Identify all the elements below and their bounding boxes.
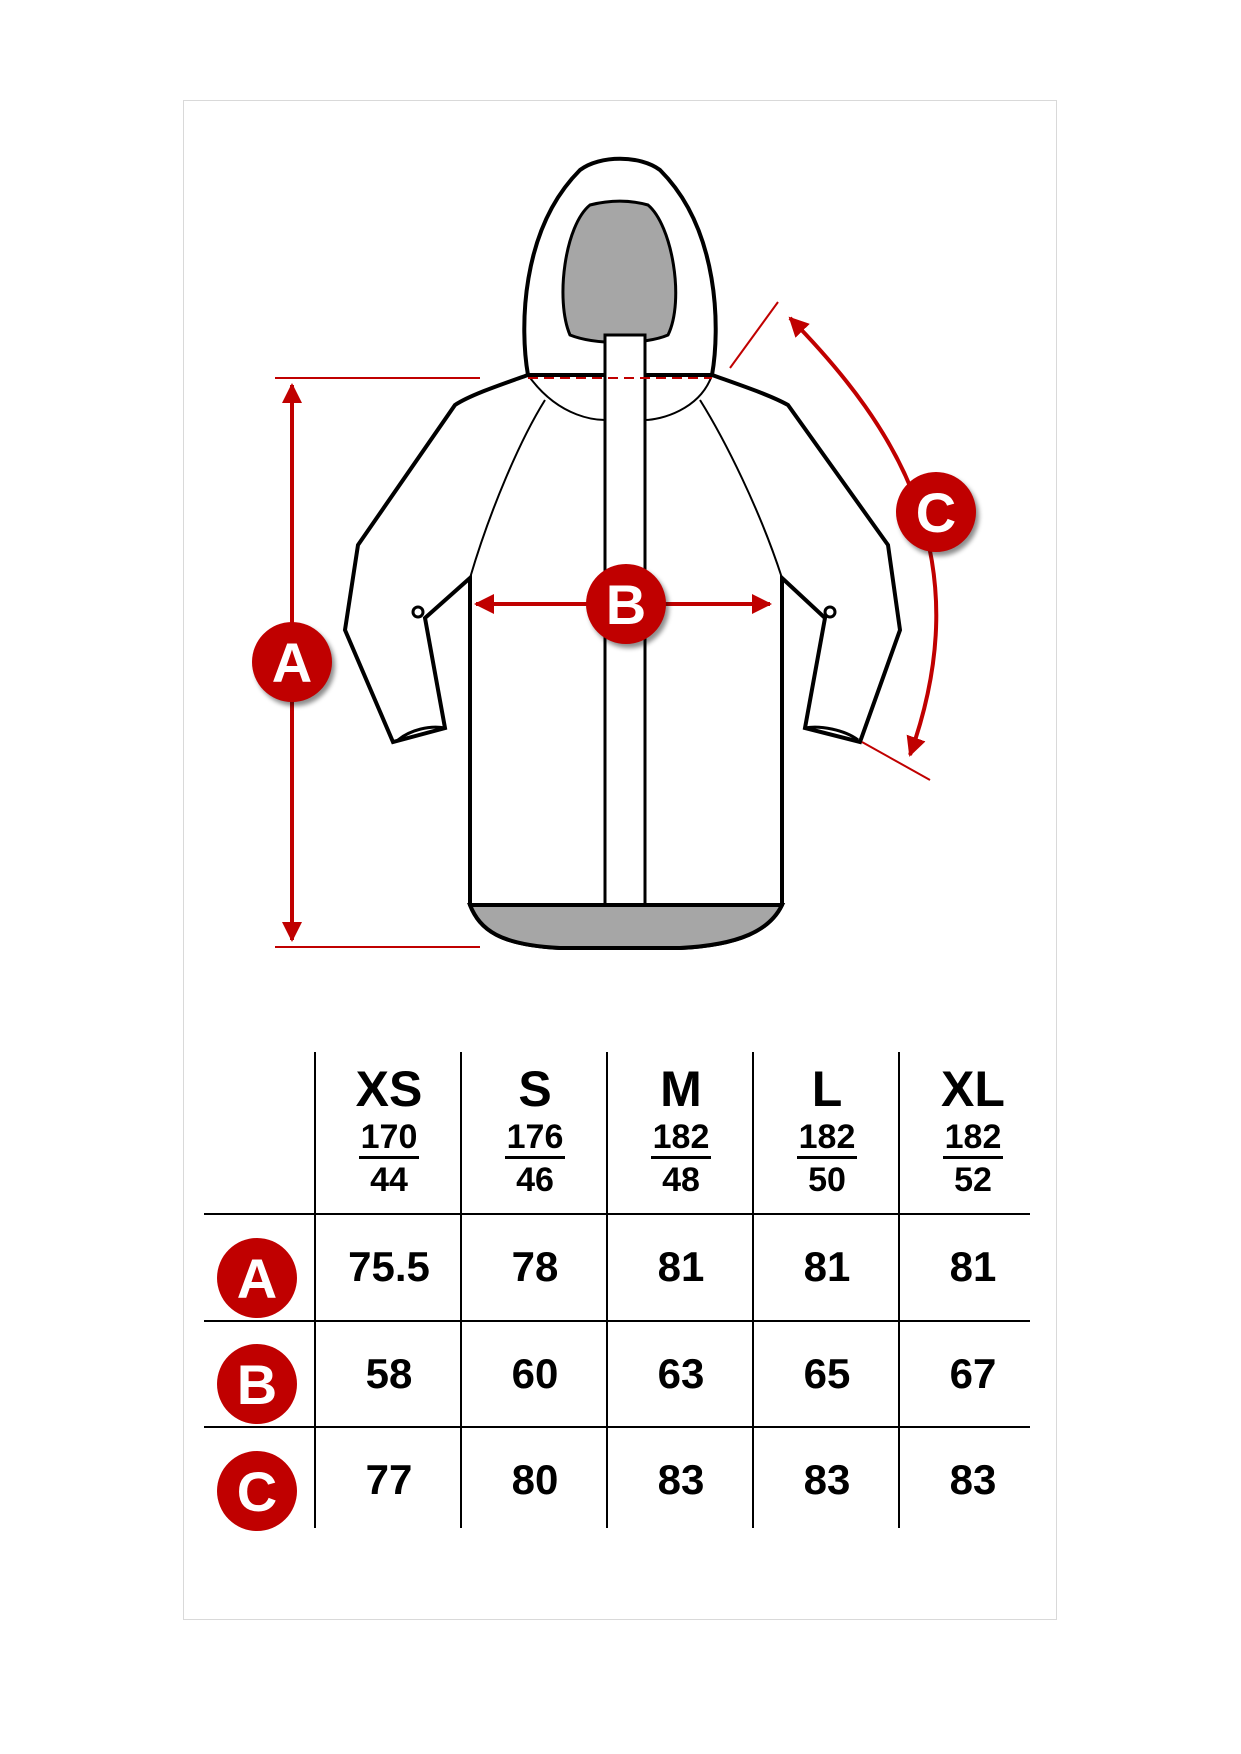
badge-b-diagram: B bbox=[586, 564, 666, 644]
table-cell: 83 bbox=[803, 1456, 851, 1503]
table-cell: 83 bbox=[657, 1456, 705, 1503]
size-label: L bbox=[811, 1061, 843, 1117]
size-label: S bbox=[518, 1061, 552, 1117]
size-label: M bbox=[660, 1061, 702, 1117]
column-header-m bbox=[608, 1062, 754, 1201]
height-value: 182 bbox=[651, 1118, 712, 1159]
chest-value: 46 bbox=[516, 1161, 554, 1199]
chest-value: 48 bbox=[662, 1161, 700, 1199]
chest-value: 50 bbox=[808, 1161, 846, 1199]
height-value: 182 bbox=[797, 1118, 858, 1159]
table-cell: 60 bbox=[511, 1350, 559, 1397]
table-cell: 80 bbox=[511, 1456, 559, 1503]
table-cell: 81 bbox=[949, 1243, 997, 1290]
table-cell: 75.5 bbox=[348, 1243, 430, 1290]
height-value: 176 bbox=[505, 1118, 566, 1159]
hem bbox=[470, 905, 782, 948]
table-cell: 83 bbox=[949, 1456, 997, 1503]
row-badge-b: B bbox=[217, 1344, 297, 1424]
table-cell: 65 bbox=[803, 1350, 851, 1397]
column-header-xs bbox=[316, 1062, 462, 1201]
chest-value: 44 bbox=[370, 1161, 408, 1199]
column-header-l bbox=[754, 1062, 900, 1201]
table-cell: 78 bbox=[511, 1243, 559, 1290]
size-label: XL bbox=[941, 1061, 1005, 1117]
column-header-xl bbox=[900, 1062, 1046, 1201]
table-cell: 58 bbox=[365, 1350, 413, 1397]
badge-c-diagram: C bbox=[896, 472, 976, 552]
row-badge-c: C bbox=[217, 1451, 297, 1531]
height-value: 182 bbox=[943, 1118, 1004, 1159]
badge-a-diagram: A bbox=[252, 622, 332, 702]
column-header-s bbox=[462, 1062, 608, 1201]
row-badge-a: A bbox=[217, 1238, 297, 1318]
table-cell: 63 bbox=[657, 1350, 705, 1397]
size-label: XS bbox=[355, 1061, 423, 1117]
table-cell: 81 bbox=[657, 1243, 705, 1290]
hood-opening bbox=[563, 201, 676, 342]
table-cell: 77 bbox=[365, 1456, 413, 1503]
height-value: 170 bbox=[359, 1118, 420, 1159]
table-cell: 67 bbox=[949, 1350, 997, 1397]
chest-value: 52 bbox=[954, 1161, 992, 1199]
table-cell: 81 bbox=[803, 1243, 851, 1290]
